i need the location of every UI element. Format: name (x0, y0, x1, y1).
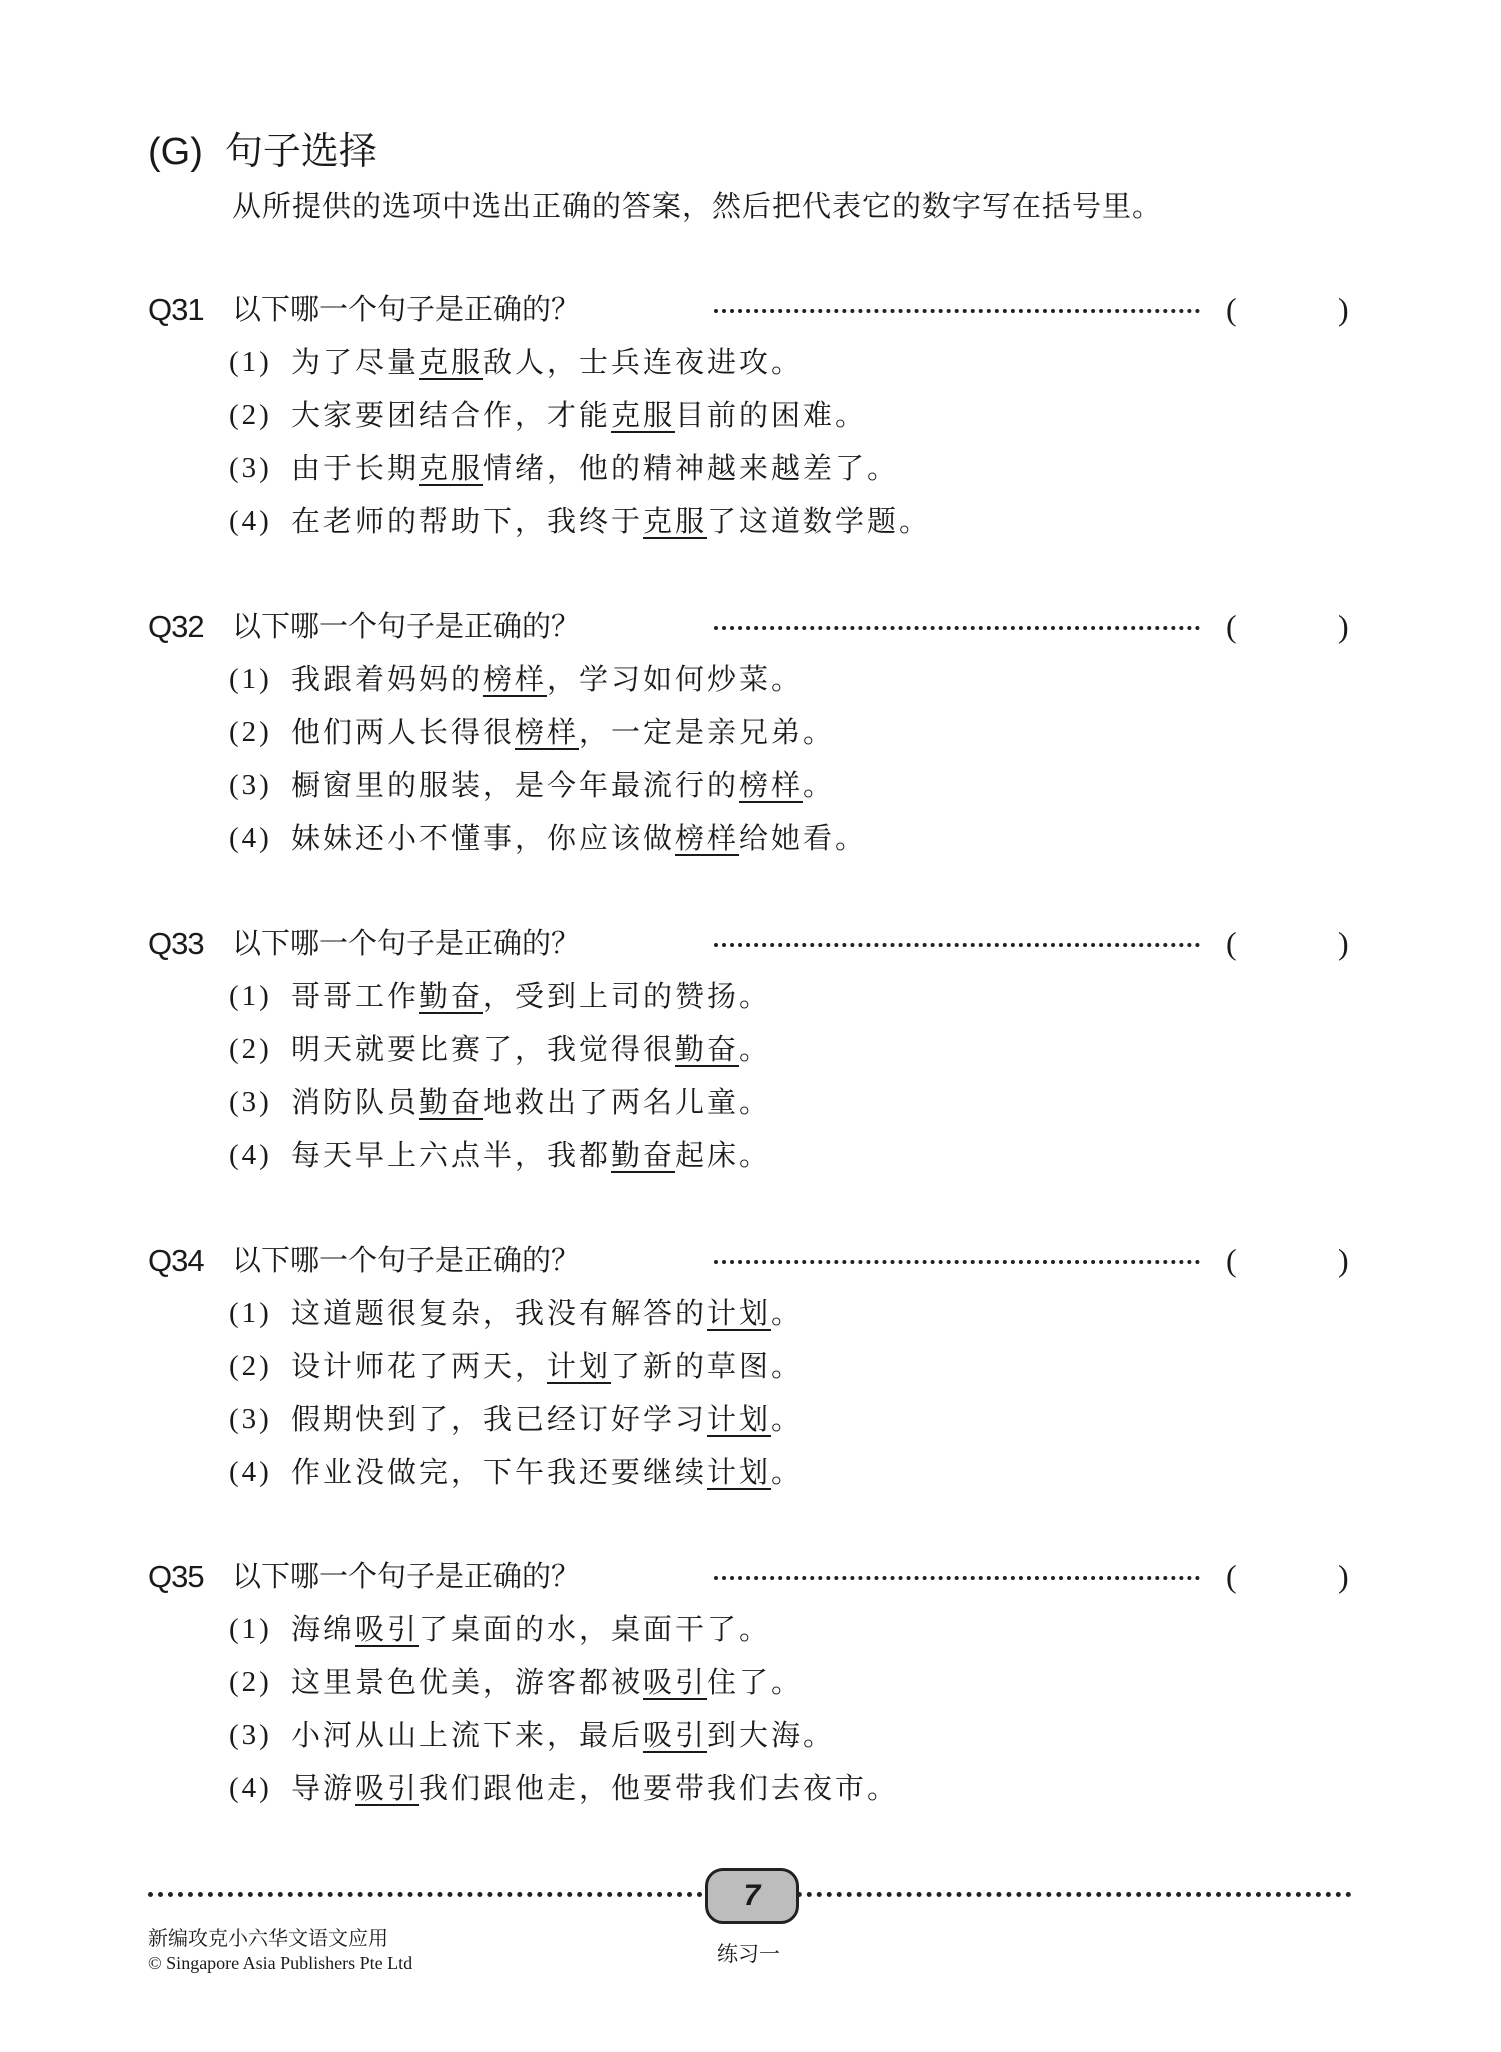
option-text (291, 1129, 771, 1182)
option-text-after: 。 (771, 1296, 804, 1330)
underlined-word: 勤奋 (675, 1032, 740, 1066)
option-text (291, 1393, 803, 1446)
question-header (148, 1234, 1358, 1287)
question-number: Q31 (148, 292, 204, 327)
exercise-label: 练习一 (717, 1942, 780, 1966)
option (148, 1023, 1358, 1076)
option (148, 1076, 1358, 1129)
option-text (291, 1446, 803, 1499)
option-number: (4) (229, 1772, 272, 1804)
option-text-after: 住了。 (707, 1665, 804, 1699)
option-text (291, 1023, 771, 1076)
option-number: (2) (229, 1666, 272, 1698)
option (148, 1446, 1358, 1499)
dotted-leader (714, 309, 1200, 313)
answer-paren-close: ) (1338, 291, 1349, 327)
answer-paren-open: ( (1226, 608, 1237, 644)
option (148, 759, 1358, 812)
underlined-word: 克服 (419, 345, 484, 379)
option-text-after: 。 (771, 1402, 804, 1436)
underlined-word: 计划 (707, 1402, 772, 1436)
answer-paren-open: ( (1226, 1558, 1237, 1594)
option-number: (3) (229, 1719, 272, 1751)
option-text-after: ，受到上司的赞扬。 (483, 979, 772, 1013)
question-number: Q33 (148, 926, 204, 961)
dotted-leader (714, 943, 1200, 947)
section-letter: (G) (148, 131, 203, 173)
option (148, 442, 1358, 495)
question-number: Q34 (148, 1243, 204, 1278)
option-text-before: 消防队员 (291, 1085, 420, 1119)
question-text: 以下哪一个句子是正确的？ (232, 609, 581, 643)
question-text: 以下哪一个句子是正确的？ (232, 1243, 581, 1277)
option-text (291, 1762, 899, 1815)
question (148, 1234, 1358, 1499)
option (148, 389, 1358, 442)
underlined-word: 计划 (707, 1296, 772, 1330)
option-text-before: 小河从山上流下来，最后 (291, 1718, 644, 1752)
underlined-word: 吸引 (643, 1718, 708, 1752)
section-title (148, 120, 377, 175)
option (148, 1656, 1358, 1709)
option-text-before: 橱窗里的服装，是今年最流行的 (291, 768, 740, 802)
option-text (291, 653, 803, 706)
question (148, 1550, 1358, 1815)
question-text: 以下哪一个句子是正确的？ (232, 292, 581, 326)
underlined-word: 吸引 (643, 1665, 708, 1699)
option-text (291, 1340, 803, 1393)
option-text-before: 这里景色优美，游客都被 (291, 1665, 644, 1699)
option-number: (4) (229, 505, 272, 537)
option-text-after: ，一定是亲兄弟。 (579, 715, 836, 749)
underlined-word: 榜样 (483, 662, 548, 696)
option-number: (4) (229, 822, 272, 854)
option-text-after: ，学习如何炒菜。 (547, 662, 804, 696)
question-header (148, 600, 1358, 653)
underlined-word: 勤奋 (419, 979, 484, 1013)
question-text: 以下哪一个句子是正确的？ (232, 926, 581, 960)
option-text-after: 。 (771, 1455, 804, 1489)
option-text-before: 每天早上六点半，我都 (291, 1138, 612, 1172)
underlined-word: 榜样 (675, 821, 740, 855)
underlined-word: 克服 (611, 398, 676, 432)
option-number: (3) (229, 452, 272, 484)
underlined-word: 勤奋 (611, 1138, 676, 1172)
answer-paren-open: ( (1226, 291, 1237, 327)
option-text-before: 哥哥工作 (291, 979, 420, 1013)
underlined-word: 榜样 (739, 768, 804, 802)
option-text-before: 海绵 (291, 1612, 356, 1646)
answer-paren-close: ) (1338, 1242, 1349, 1278)
option-text-after: 起床。 (675, 1138, 772, 1172)
underlined-word: 克服 (643, 504, 708, 538)
option-text (291, 970, 771, 1023)
option-text (291, 812, 867, 865)
option-text-after: 情绪，他的精神越来越差了。 (483, 451, 900, 485)
option-text-before: 设计师花了两天， (291, 1349, 548, 1383)
question (148, 917, 1358, 1182)
page-number: 7 (705, 1868, 799, 1924)
option-number: (2) (229, 1350, 272, 1382)
option-text-after: 了这道数学题。 (707, 504, 932, 538)
underlined-word: 计划 (707, 1455, 772, 1489)
option (148, 1287, 1358, 1340)
option-text-before: 导游 (291, 1771, 356, 1805)
option-text-before: 这道题很复杂，我没有解答的 (291, 1296, 708, 1330)
option-text-before: 由于长期 (291, 451, 420, 485)
option-number: (3) (229, 1086, 272, 1118)
option-text-before: 在老师的帮助下，我终于 (291, 504, 644, 538)
option (148, 1340, 1358, 1393)
option (148, 970, 1358, 1023)
answer-paren-close: ) (1338, 925, 1349, 961)
option-text (291, 336, 803, 389)
underlined-word: 勤奋 (419, 1085, 484, 1119)
dotted-leader (714, 626, 1200, 630)
book-title: 新编攻克小六华文语文应用 (148, 1926, 388, 1950)
dotted-leader (714, 1576, 1200, 1580)
option-text-after: 了桌面的水，桌面干了。 (419, 1612, 772, 1646)
option-text-after: 给她看。 (739, 821, 868, 855)
question (148, 283, 1358, 548)
option-text-before: 妹妹还小不懂事，你应该做 (291, 821, 676, 855)
option-text-after: 了新的草图。 (611, 1349, 804, 1383)
question-header (148, 283, 1358, 336)
option-text-before: 作业没做完，下午我还要继续 (291, 1455, 708, 1489)
dotted-leader (714, 1260, 1200, 1264)
answer-paren-open: ( (1226, 1242, 1237, 1278)
option-text-after: 到大海。 (707, 1718, 836, 1752)
option-text (291, 706, 835, 759)
question-text: 以下哪一个句子是正确的？ (232, 1559, 581, 1593)
option-number: (2) (229, 1033, 272, 1065)
option-text (291, 1287, 803, 1340)
option-number: (3) (229, 1403, 272, 1435)
option-number: (4) (229, 1456, 272, 1488)
option (148, 1393, 1358, 1446)
option-text-before: 大家要团结合作，才能 (291, 398, 612, 432)
option-text (291, 1656, 803, 1709)
option-number: (1) (229, 663, 272, 695)
option-number: (1) (229, 1297, 272, 1329)
option-number: (1) (229, 1613, 272, 1645)
option-number: (1) (229, 980, 272, 1012)
option-text-before: 为了尽量 (291, 345, 420, 379)
option-text-after: 地救出了两名儿童。 (483, 1085, 772, 1119)
option (148, 706, 1358, 759)
question-number: Q32 (148, 609, 204, 644)
option (148, 812, 1358, 865)
option-text-after: 目前的困难。 (675, 398, 868, 432)
option (148, 336, 1358, 389)
option-text-before: 我跟着妈妈的 (291, 662, 484, 696)
underlined-word: 计划 (547, 1349, 612, 1383)
underlined-word: 克服 (419, 451, 484, 485)
section-title-text: 句子选择 (224, 131, 377, 173)
answer-paren-open: ( (1226, 925, 1237, 961)
option (148, 1762, 1358, 1815)
option-text-after: 我们跟他走，他要带我们去夜市。 (419, 1771, 900, 1805)
option-number: (2) (229, 399, 272, 431)
question-header (148, 1550, 1358, 1603)
answer-paren-close: ) (1338, 608, 1349, 644)
option-text (291, 442, 899, 495)
option-text-after: 敌人，士兵连夜进攻。 (483, 345, 804, 379)
option-text (291, 389, 867, 442)
option-number: (3) (229, 769, 272, 801)
option-text-before: 假期快到了，我已经订好学习 (291, 1402, 708, 1436)
option-text (291, 495, 931, 548)
option (148, 1709, 1358, 1762)
option-number: (1) (229, 346, 272, 378)
underlined-word: 吸引 (355, 1771, 420, 1805)
option-text (291, 759, 835, 812)
underlined-word: 榜样 (515, 715, 580, 749)
option-text-after: 。 (739, 1032, 772, 1066)
question (148, 600, 1358, 865)
option (148, 653, 1358, 706)
option (148, 495, 1358, 548)
option-text (291, 1076, 771, 1129)
option (148, 1129, 1358, 1182)
option-text-before: 明天就要比赛了，我觉得很 (291, 1032, 676, 1066)
option (148, 1603, 1358, 1656)
question-header (148, 917, 1358, 970)
instruction: 从所提供的选项中选出正确的答案，然后把代表它的数字写在括号里。 (232, 191, 1163, 223)
copyright: © Singapore Asia Publishers Pte Ltd (148, 1953, 413, 1973)
option-number: (4) (229, 1139, 272, 1171)
option-text (291, 1603, 771, 1656)
option-number: (2) (229, 716, 272, 748)
answer-paren-close: ) (1338, 1558, 1349, 1594)
question-number: Q35 (148, 1559, 204, 1594)
option-text-after: 。 (803, 768, 836, 802)
option-text-before: 他们两人长得很 (291, 715, 516, 749)
option-text (291, 1709, 835, 1762)
underlined-word: 吸引 (355, 1612, 420, 1646)
